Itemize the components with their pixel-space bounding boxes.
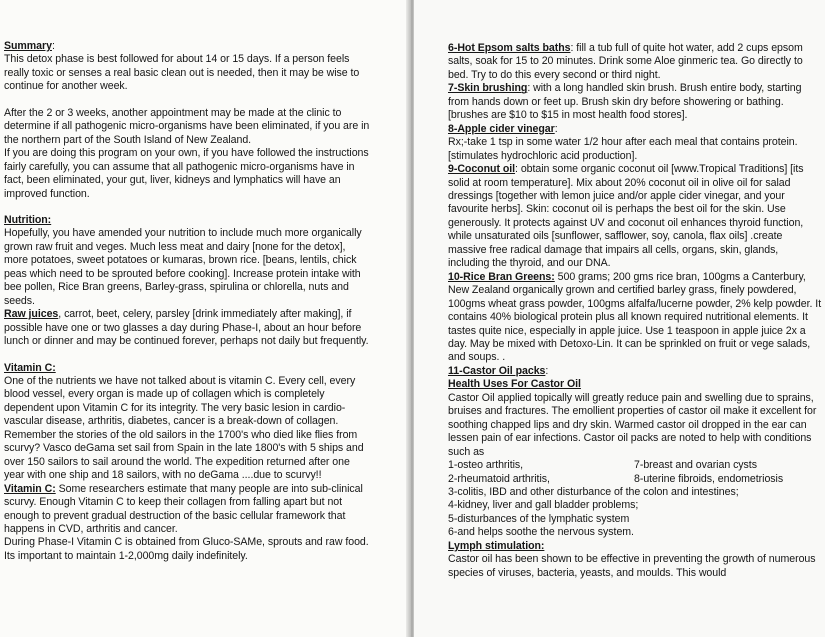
- heading-punctuation: ,: [58, 308, 65, 321]
- body-paragraph: [4, 107, 372, 147]
- section-paragraph: [4, 362, 372, 375]
- paragraph-text: This detox phase is best followed for about 14 or 15 days. If a person feels really toxic or senses a real basic clean out is needed, then it may be wise to continue for another week.: [4, 53, 360, 93]
- left-page: [0, 0, 410, 637]
- condition-item: 2-rheumatoid arthritis,: [448, 472, 550, 485]
- paragraph-text: 6-and helps soothe the nervous system.: [448, 526, 634, 539]
- section-heading: Health Uses For Castor Oil: [448, 378, 581, 391]
- condition-item: 8-uterine fibroids, endometriosis: [634, 472, 784, 485]
- section-heading: 6-Hot Epsom salts baths: [448, 42, 571, 54]
- paragraph-text: Rx;-take 1 tsp in some water 1/2 hour after each meal that contains protein. [stimulates hydrochloric acid production].: [448, 136, 798, 162]
- section-paragraph: [448, 42, 822, 82]
- section-heading: 11-Castor Oil packs: [448, 364, 546, 377]
- condition-row: [448, 473, 822, 486]
- section-paragraph: [448, 82, 822, 122]
- section-heading: Summary: [4, 40, 52, 52]
- paragraph-text: 500 grams; 200 gms rice bran, 100gms a Canterbury, New Zealand organically grown and certified barley grass, finely powdered, 100gms wheat grass powder, 100gms alfalfa/lucerne powder, 2% kelp powder. It contains 40% biological protein plus all known required nutritional elements. It tastes quite nice, especially in apple juice. Use 1 teaspoon in apple juice 2x a day. May be mixed with Detoxo-Lin. It can be sprinkled on fruit or vege salads, and soups. .: [448, 270, 822, 364]
- section-heading: 10-Rice Bran Greens:: [448, 270, 555, 283]
- paragraph-text: 5-disturbances of the lymphatic system: [448, 512, 630, 525]
- body-paragraph: [4, 375, 372, 483]
- section-heading: 8-Apple cider vinegar: [448, 122, 555, 135]
- section-paragraph: [448, 163, 822, 271]
- paragraph-text: carrot, beet, celery, parsley [drink immediately after making], if possible have one or two glasses a day during Phase-I, about an hour before lunch or dinner and may be continued forever, perhaps not daily but frequently.: [4, 308, 369, 348]
- paragraph-text: with a long handled skin brush. Brush entire body, starting from hands down or feet up. Brush skin dry before showering or bathing. [brushes are $10 to $15 in most health food stores].: [448, 82, 802, 122]
- heading-punctuation: :: [554, 122, 558, 135]
- section-paragraph: [448, 378, 822, 391]
- section-heading: 9-Coconut oil: [448, 163, 516, 176]
- section-paragraph: [4, 308, 372, 348]
- heading-punctuation: :: [51, 40, 55, 52]
- body-paragraph: [448, 392, 822, 459]
- heading-punctuation: :: [527, 82, 534, 95]
- body-paragraph: [4, 53, 372, 93]
- section-paragraph: [448, 540, 822, 553]
- body-paragraph: [448, 526, 822, 539]
- paragraph-gap: [4, 94, 372, 107]
- paragraph-gap: [4, 349, 372, 362]
- body-paragraph: [448, 513, 822, 526]
- paragraph-text: 4-kidney, liver and gall bladder problems;: [448, 499, 639, 512]
- section-heading: 7-Skin brushing: [448, 82, 528, 95]
- body-paragraph: [4, 536, 372, 563]
- section-paragraph: [448, 271, 822, 365]
- condition-row: [448, 459, 822, 472]
- body-paragraph: [448, 499, 822, 512]
- heading-punctuation: :: [545, 364, 549, 377]
- section-paragraph: [4, 214, 372, 227]
- paragraph-text: If you are doing this program on your own, if you have followed the instructions fairly carefully, you can assume that all pathogenic micro-organisms have in fact, been eliminated, your gut, liver, kidneys and lymphatics will have an improved function.: [4, 147, 369, 200]
- section-heading: Lymph stimulation:: [448, 539, 545, 552]
- paragraph-text: Some researchers estimate that many people are into sub-clinical scurvy. Enough Vitamin C to keep their collagen from falling apart but not enough to prevent gradual destruction of the basic cellular framework that happens in CVD, arthritis and cancer.: [4, 482, 363, 535]
- section-heading: Vitamin C:: [4, 482, 56, 495]
- section-heading: Vitamin C:: [4, 361, 56, 374]
- body-paragraph: [4, 147, 372, 201]
- paragraph-text: fill a tub full of quite hot water, add 2 cups epsom salts, soak for 15 to 20 minutes. Drink some Aloe ginmeric tea. Go directly to bed. Try to do this every second or third night.: [448, 42, 803, 81]
- body-paragraph: [448, 486, 822, 499]
- heading-punctuation: :: [515, 163, 521, 176]
- paragraph-text: During Phase-I Vitamin C is obtained from Gluco-SAMe, sprouts and raw food. Its important to maintain 1-2,000mg daily indefinitely.: [4, 536, 369, 562]
- section-paragraph: [448, 365, 822, 378]
- section-paragraph: [4, 40, 372, 53]
- section-heading: Nutrition:: [4, 213, 52, 226]
- right-page: [414, 0, 825, 637]
- left-page-text: [4, 40, 372, 563]
- paragraph-text: One of the nutrients we have not talked about is vitamin C. Every cell, every blood vessel, every organ is made up of collagen which is completely dependent upon Vitamin C for its integrity. The very basic lesion in cardio-vascular disease, arthritis, diabetes, cancer is a break-down of collagen. Remember the stories of the old sailors in the 1700's who died like flies from scurvy? Vasco deGama set sail from Spain in the late 1800's with 5 ships and over 150 sailors to sail around the world. The expedition returned after one year with one ship and 18 sailors, with no deGama ....due to scurvy!!: [4, 374, 364, 482]
- paragraph-text: obtain some organic coconut oil [www.Tropical Traditions] [its solid at room temperature]. Mix about 20% coconut oil in olive oil for salad dressings [together with lemon juice and/or apple cider vinegar, and your favourite herbs]. Skin: coconut oil is perhaps the best oil for the skin. Use generously. It protects against UV and coconut oil enhances thyroid function, while unsaturated oils [sunflower, safflower, soy, canola, flax oils] .create massive free radical damage that impairs all cells, organs, skin, glands, including the thyroid, and our DNA.: [448, 163, 804, 270]
- paragraph-text: Castor Oil applied topically will greatly reduce pain and swelling due to sprains, bruises and fractures. The emollient properties of castor oil make it excellent for soothing chapped lips and dry skin. Warmed castor oil dropped in the ear can lessen pain of ear infections. Castor oil packs are noted to help with conditions such as: [448, 391, 817, 458]
- condition-item: 1-osteo arthritis,: [448, 459, 524, 472]
- body-paragraph: [4, 227, 372, 308]
- section-heading: Raw juices: [4, 308, 59, 321]
- paragraph-text: After the 2 or 3 weeks, another appointment may be made at the clinic to determine if all pathogenic micro-organisms have been eliminated, if you are in the northern part of the South Island of New Zealand.: [4, 106, 370, 146]
- paragraph-text: 3-colitis, IBD and other disturbance of the colon and intestines;: [448, 485, 739, 498]
- heading-punctuation: :: [570, 42, 577, 54]
- section-paragraph: [4, 483, 372, 537]
- section-paragraph: [448, 123, 822, 136]
- paragraph-text: Hopefully, you have amended your nutrition to include much more organically grown raw fruit and veges. Much less meat and dairy [none for the detox], more potatoes, sweet potatoes or kumaras, brown rice. [beans, lentils, chick peas which need to be sprouted before cooking]. Increase protein intake with bee pollen, Rice Bran greens, Barley-grass, spirulina or chlorella, nuts and seeds.: [4, 227, 362, 307]
- paragraph-text: Castor oil has been shown to be effective in preventing the growth of numerous species of viruses, bacteria, yeasts, and moulds. This would: [448, 553, 816, 579]
- paragraph-gap: [4, 201, 372, 214]
- right-page-text: [448, 42, 822, 580]
- body-paragraph: [448, 553, 822, 580]
- condition-item: 7-breast and ovarian cysts: [634, 459, 757, 472]
- body-paragraph: [448, 136, 822, 163]
